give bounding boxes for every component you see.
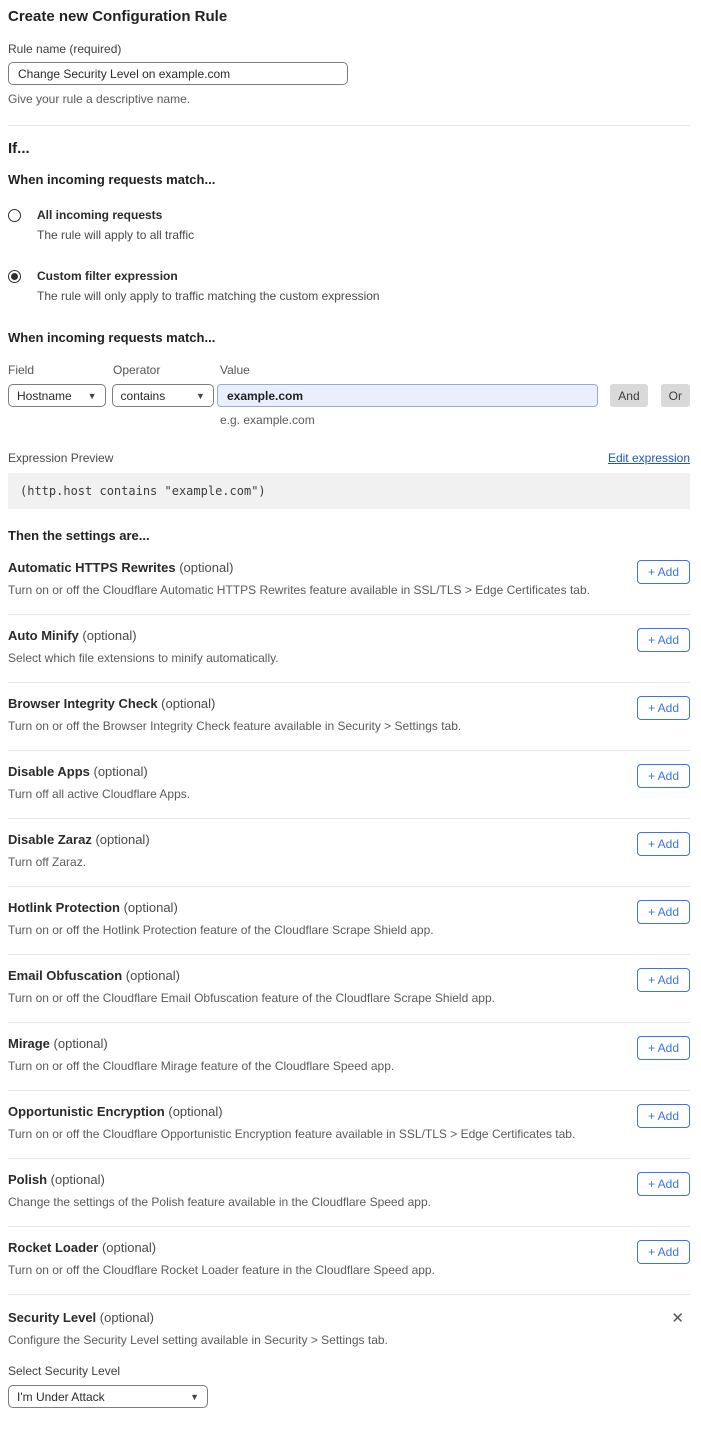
setting-row — [8, 1023, 690, 1091]
setting-text — [8, 1240, 435, 1277]
section-divider — [8, 125, 690, 126]
setting-name: Rocket Loader — [8, 1240, 99, 1255]
then-settings-heading: Then the settings are... — [8, 528, 150, 543]
add-setting-button[interactable]: + Add — [637, 1172, 690, 1196]
setting-optional-label: (optional) — [99, 1310, 154, 1325]
setting-text — [8, 900, 434, 937]
radio-unselected-icon[interactable] — [8, 209, 21, 222]
field-label: Field — [8, 363, 35, 377]
security-level-card — [8, 1295, 690, 1408]
setting-name: Polish — [8, 1172, 48, 1187]
add-setting-button[interactable]: + Add — [637, 832, 690, 856]
setting-row — [8, 1091, 690, 1159]
setting-optional-label: (optional) — [53, 1036, 108, 1051]
setting-optional-label: (optional) — [50, 1172, 105, 1187]
setting-description: Change the settings of the Polish feature available in the Cloudflare Speed app. — [8, 1195, 431, 1209]
add-setting-button[interactable]: + Add — [637, 1036, 690, 1060]
edit-expression-link[interactable]: Edit expression — [607, 451, 690, 465]
setting-description: Turn on or off the Cloudflare Automatic HTTPS Rewrites feature available in SSL/TLS > Edge Certificates tab. — [8, 583, 590, 597]
setting-description: Configure the Security Level setting available in Security > Settings tab. — [8, 1333, 388, 1347]
add-setting-button[interactable]: + Add — [637, 1104, 690, 1128]
setting-row — [8, 887, 690, 955]
rule-name-label: Rule name (required) — [8, 42, 122, 56]
radio-selected-icon[interactable] — [8, 270, 21, 283]
radio-all-incoming-requests[interactable] — [8, 208, 690, 242]
expression-preview-label: Expression Preview — [8, 451, 114, 465]
setting-row — [8, 683, 690, 751]
radio-label: All incoming requests — [37, 208, 163, 222]
radio-description: The rule will apply to all traffic — [37, 228, 195, 242]
setting-name: Email Obfuscation — [8, 968, 123, 983]
setting-text — [8, 696, 461, 733]
chevron-down-icon: ▼ — [190, 1391, 199, 1402]
setting-name: Disable Apps — [8, 764, 90, 779]
setting-title — [8, 1172, 431, 1187]
operator-label: Operator — [113, 363, 161, 377]
field-select[interactable] — [8, 384, 106, 407]
setting-optional-label: (optional) — [95, 832, 150, 847]
setting-description: Turn off all active Cloudflare Apps. — [8, 787, 191, 801]
setting-title — [8, 696, 461, 711]
setting-description: Turn on or off the Cloudflare Mirage feature of the Cloudflare Speed app. — [8, 1059, 395, 1073]
field-select-value: Hostname — [17, 388, 72, 403]
setting-name: Disable Zaraz — [8, 832, 92, 847]
setting-text — [8, 560, 590, 597]
security-level-select-value: I'm Under Attack — [17, 1389, 105, 1404]
expression-code-block: (http.host contains "example.com") — [8, 473, 690, 509]
setting-name: Hotlink Protection — [8, 900, 120, 915]
select-security-level-label: Select Security Level — [8, 1364, 121, 1378]
value-label: Value — [220, 363, 250, 377]
value-helper: e.g. example.com — [220, 413, 315, 427]
setting-name: Automatic HTTPS Rewrites — [8, 560, 176, 575]
rule-name-input[interactable] — [8, 62, 348, 85]
expression-preview-header — [8, 451, 690, 465]
add-setting-button[interactable]: + Add — [637, 764, 690, 788]
filter-builder-labels — [8, 363, 690, 377]
setting-name: Browser Integrity Check — [8, 696, 158, 711]
filter-builder-heading: When incoming requests match... — [8, 330, 216, 345]
setting-description: Turn off Zaraz. — [8, 855, 87, 869]
radio-description: The rule will only apply to traffic matching the custom expression — [37, 289, 380, 303]
chevron-down-icon: ▼ — [87, 390, 97, 401]
setting-row — [8, 751, 690, 819]
page-title: Create new Configuration Rule — [8, 8, 228, 25]
setting-title — [8, 900, 434, 915]
setting-title — [8, 968, 495, 983]
setting-description: Turn on or off the Cloudflare Opportunistic Encryption feature available in SSL/TLS > Edge Certificates tab. — [8, 1127, 576, 1141]
add-setting-button[interactable]: + Add — [637, 1240, 690, 1264]
setting-name: Security Level — [8, 1310, 97, 1325]
setting-optional-label: (optional) — [161, 696, 216, 711]
setting-optional-label: (optional) — [101, 1240, 157, 1255]
setting-title — [8, 1104, 575, 1119]
setting-row — [8, 1159, 690, 1227]
setting-text — [8, 1172, 431, 1209]
setting-row — [8, 1227, 690, 1295]
filter-builder-row — [8, 384, 690, 407]
setting-optional-label: (optional) — [82, 628, 137, 643]
setting-title — [8, 832, 150, 847]
rule-name-helper: Give your rule a descriptive name. — [8, 92, 191, 106]
match-type-radio-group — [8, 208, 690, 303]
setting-optional-label: (optional) — [168, 1104, 223, 1119]
if-heading: If... — [8, 140, 30, 157]
setting-title — [8, 764, 190, 779]
close-icon[interactable]: ✕ — [671, 1310, 684, 1327]
security-level-select[interactable] — [8, 1385, 208, 1408]
operator-select-value: contains — [120, 388, 166, 403]
setting-text — [8, 832, 150, 869]
setting-description: Select which file extensions to minify automatically. — [8, 651, 279, 665]
radio-label: Custom filter expression — [37, 269, 178, 283]
add-setting-button[interactable]: + Add — [637, 560, 690, 584]
value-input[interactable] — [217, 384, 598, 407]
setting-description: Turn on or off the Cloudflare Email Obfuscation feature of the Cloudflare Scrape Shield app. — [8, 991, 495, 1005]
and-button[interactable]: And — [610, 384, 647, 407]
setting-row — [8, 955, 690, 1023]
setting-title — [8, 1310, 690, 1325]
setting-title — [8, 560, 590, 575]
setting-optional-label: (optional) — [125, 968, 180, 983]
setting-title — [8, 1240, 435, 1255]
setting-description: Turn on or off the Hotlink Protection feature of the Cloudflare Scrape Shield app. — [8, 923, 434, 937]
setting-optional-label: (optional) — [179, 560, 234, 575]
incoming-requests-match-heading: When incoming requests match... — [8, 172, 216, 187]
or-button[interactable]: Or — [661, 384, 690, 407]
setting-row — [8, 615, 690, 683]
setting-text — [8, 628, 279, 665]
setting-optional-label: (optional) — [93, 764, 148, 779]
setting-name: Auto Minify — [8, 628, 79, 643]
add-setting-button[interactable]: + Add — [637, 696, 690, 720]
setting-description: Turn on or off the Cloudflare Rocket Loader feature in the Cloudflare Speed app. — [8, 1263, 435, 1277]
add-setting-button[interactable]: + Add — [637, 628, 690, 652]
setting-name: Mirage — [8, 1036, 50, 1051]
setting-description: Turn on or off the Browser Integrity Check feature available in Security > Settings tab. — [8, 719, 462, 733]
add-setting-button[interactable]: + Add — [637, 900, 690, 924]
settings-list — [8, 547, 690, 1295]
setting-text — [8, 968, 495, 1005]
setting-text — [8, 1036, 394, 1073]
setting-optional-label: (optional) — [123, 900, 178, 915]
setting-title — [8, 628, 279, 643]
radio-custom-filter-expression[interactable] — [8, 269, 690, 303]
setting-name: Opportunistic Encryption — [8, 1104, 165, 1119]
operator-select[interactable] — [112, 384, 214, 407]
setting-text — [8, 1104, 575, 1141]
setting-row — [8, 547, 690, 615]
setting-row — [8, 819, 690, 887]
setting-text — [8, 764, 190, 801]
add-setting-button[interactable]: + Add — [637, 968, 690, 992]
chevron-down-icon: ▼ — [196, 390, 205, 401]
setting-title — [8, 1036, 394, 1051]
